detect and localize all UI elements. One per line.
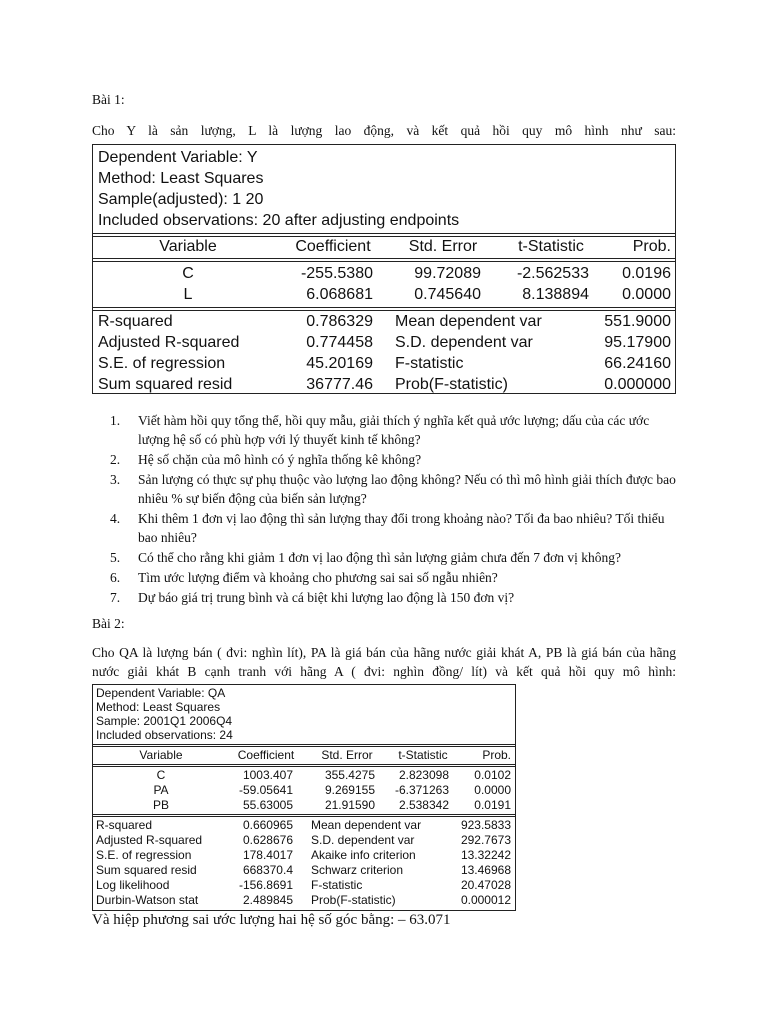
table2-divider <box>93 814 515 817</box>
cell-std-error: 0.745640 <box>414 286 481 303</box>
table-row <box>93 284 675 305</box>
stat-value: 2.489845 <box>242 893 293 907</box>
stat-label: Prob(F-statistic) <box>395 376 508 393</box>
stat-label: Adjusted R-squared <box>98 334 240 351</box>
stat-value: 0.628676 <box>242 833 293 847</box>
table-row <box>93 848 515 863</box>
table-row <box>93 374 675 395</box>
table-row <box>93 353 675 374</box>
covariance-note: Và hiệp phương sai ước lượng hai hệ số góc bằng: – 63.071 <box>92 912 451 928</box>
regression-table-1 <box>92 144 676 394</box>
stat-value: 923.5833 <box>460 818 511 832</box>
cell-t-statistic: -6.371263 <box>394 783 449 797</box>
table-row <box>93 818 515 833</box>
col-prob: Prob. <box>482 748 511 762</box>
stat-value: 0.000000 <box>604 376 671 393</box>
cell-t-statistic: 8.138894 <box>522 286 589 303</box>
list-item: 2. Hệ số chặn của mô hình có ý nghĩa thống kê không? <box>110 452 422 467</box>
question-text: Hệ số chặn của mô hình có ý nghĩa thống kê không? <box>138 452 422 467</box>
stat-label: R-squared <box>96 818 153 832</box>
cell-variable: PA <box>153 783 169 797</box>
bai2-intro-line1: Cho QA là lượng bán ( đvi: nghìn lít), PA là giá bán của hãng nước giải khát A, PB là giá bán của hãng <box>92 645 676 660</box>
stat-label: F-statistic <box>395 355 464 372</box>
stat-value: 36777.46 <box>306 376 373 393</box>
cell-coefficient: -59.05641 <box>238 783 293 797</box>
cell-prob: 0.0102 <box>474 768 511 782</box>
table-row <box>93 863 515 878</box>
question-text: Khi thêm 1 đơn vị lao động thì sản lượng thay đổi trong khoảng nào? Tối đa bao nhiêu? Tối thiểu bao nhiêu? <box>138 511 665 545</box>
cell-std-error: 21.91590 <box>324 798 375 812</box>
cell-coefficient: 1003.407 <box>242 768 293 782</box>
cell-variable: PB <box>152 798 169 812</box>
question-text: Tìm ước lượng điểm và khoảng cho phương sai sai số ngẫu nhiên? <box>138 570 498 585</box>
col-prob: Prob. <box>632 238 671 255</box>
list-item: 5. Có thể cho rằng khi giảm 1 đơn vị lao động thì sản lượng giảm chưa đến 7 đơn vị không? <box>110 550 621 565</box>
stat-label: Prob(F-statistic) <box>311 893 396 907</box>
col-variable: Variable <box>139 748 183 762</box>
table2-header-line: Dependent Variable: QA <box>96 686 226 700</box>
bai2-intro-line2: nước giải khát B cạnh tranh với hãng A ( đvi: nghìn đồng/ lít) và kết quả hồi quy mô hình: <box>92 664 676 679</box>
col-std-error: Std. Error <box>408 238 478 255</box>
table1-column-headers <box>93 236 675 257</box>
table2-column-headers <box>93 748 515 763</box>
stat-value: 0.660965 <box>242 818 293 832</box>
cell-prob: 0.0191 <box>474 798 511 812</box>
question-text: Có thể cho rằng khi giảm 1 đơn vị lao động thì sản lượng giảm chưa đến 7 đơn vị không? <box>138 550 621 565</box>
col-std-error: Std. Error <box>321 748 373 762</box>
cell-t-statistic: 2.538342 <box>398 798 449 812</box>
stat-value: 668370.4 <box>242 863 293 877</box>
stat-value: 292.7673 <box>460 833 511 847</box>
cell-coefficient: 6.068681 <box>306 286 373 303</box>
stat-value: 551.9000 <box>604 313 671 330</box>
question-text: Viết hàm hồi quy tổng thể, hồi quy mẫu, giải thích ý nghĩa kết quả ước lượng; dấu của các ước lượng hệ số có phù hợp với lý thuyết kinh tế không? <box>138 413 650 447</box>
bai1-title: Bài 1: <box>92 92 125 107</box>
stat-value: 178.4017 <box>242 848 293 862</box>
stat-label: Sum squared resid <box>96 863 197 877</box>
stat-label: R-squared <box>98 313 173 330</box>
stat-value: 0.786329 <box>306 313 373 330</box>
table-row <box>93 783 515 798</box>
cell-variable: C <box>156 768 166 782</box>
cell-t-statistic: -2.562533 <box>516 265 589 282</box>
stat-value: 13.46968 <box>460 863 511 877</box>
table2-divider <box>93 764 515 767</box>
cell-coefficient: 55.63005 <box>242 798 293 812</box>
cell-std-error: 99.72089 <box>414 265 481 282</box>
table2-header-line: Method: Least Squares <box>96 700 221 714</box>
stat-label: S.E. of regression <box>98 355 226 372</box>
table-row <box>93 833 515 848</box>
stat-label: S.E. of regression <box>96 848 192 862</box>
stat-label: Sum squared resid <box>98 376 233 393</box>
table-row <box>93 263 675 284</box>
list-item: 7. Dự báo giá trị trung bình và cá biệt khi lượng lao động là 150 đơn vị? <box>110 590 515 605</box>
table-row <box>93 311 675 332</box>
cell-std-error: 9.269155 <box>324 783 375 797</box>
stat-value: -156.8691 <box>238 878 293 892</box>
cell-t-statistic: 2.823098 <box>398 768 449 782</box>
col-variable: Variable <box>159 238 217 255</box>
stat-label: Schwarz criterion <box>311 863 404 877</box>
table2-header-line: Sample: 2001Q1 2006Q4 <box>96 714 233 728</box>
stat-value: 0.774458 <box>306 334 373 351</box>
col-coefficient: Coefficient <box>237 748 295 762</box>
bai1-questions <box>110 411 678 608</box>
list-item: 3. Sản lượng có thực sự phụ thuộc vào lượng lao động không? Nếu có thì mô hình giải thích được bao nhiêu % sự biến động của biến sản lượng? <box>110 472 676 506</box>
list-item: 1. Viết hàm hồi quy tổng thể, hồi quy mẫu, giải thích ý nghĩa kết quả ước lượng; dấu của các ước lượng hệ số có phù hợp với lý thuyết kinh tế không? <box>110 413 650 447</box>
table1-header-line: Method: Least Squares <box>98 170 264 187</box>
table-row <box>93 878 515 893</box>
cell-prob: 0.0000 <box>474 783 511 797</box>
question-text: Dự báo giá trị trung bình và cá biệt khi lượng lao động là 150 đơn vị? <box>138 590 515 605</box>
table-row <box>93 798 515 813</box>
cell-variable: C <box>182 265 194 282</box>
col-t-statistic: t-Statistic <box>398 748 448 762</box>
regression-table-2 <box>92 684 516 911</box>
bai1-intro: Cho Y là sản lượng, L là lượng lao động, và kết quả hồi quy mô hình như sau: <box>92 123 676 138</box>
stat-label: Akaike info criterion <box>311 848 416 862</box>
stat-label: S.D. dependent var <box>395 334 533 351</box>
stat-label: F-statistic <box>311 878 363 892</box>
list-item: 6. Tìm ước lượng điểm và khoảng cho phương sai sai số ngẫu nhiên? <box>110 570 498 585</box>
stat-label: Mean dependent var <box>395 313 542 330</box>
table-row <box>93 893 515 908</box>
stat-label: S.D. dependent var <box>311 833 415 847</box>
stat-value: 13.32242 <box>460 848 511 862</box>
stat-label: Mean dependent var <box>311 818 422 832</box>
table2-divider <box>93 744 515 747</box>
stat-value: 66.24160 <box>604 355 671 372</box>
table1-divider <box>93 258 675 262</box>
cell-prob: 0.0196 <box>622 265 671 282</box>
stat-label: Durbin-Watson stat <box>96 893 199 907</box>
table1-header-line: Included observations: 20 after adjusting endpoints <box>98 212 460 229</box>
col-coefficient: Coefficient <box>295 238 371 255</box>
stat-value: 95.17900 <box>604 334 671 351</box>
stat-value: 0.000012 <box>460 893 511 907</box>
cell-coefficient: -255.5380 <box>300 265 373 282</box>
table2-header-line: Included observations: 24 <box>96 728 233 742</box>
table-row <box>93 332 675 353</box>
stat-value: 20.47028 <box>460 878 511 892</box>
stat-value: 45.20169 <box>306 355 373 372</box>
question-text: Sản lượng có thực sự phụ thuộc vào lượng lao động không? Nếu có thì mô hình giải thích được bao nhiêu % sự biến động của biến sản lượng? <box>138 472 676 506</box>
stat-label: Adjusted R-squared <box>96 833 203 847</box>
col-t-statistic: t-Statistic <box>518 238 584 255</box>
cell-variable: L <box>183 286 193 303</box>
stat-label: Log likelihood <box>96 878 170 892</box>
cell-prob: 0.0000 <box>622 286 671 303</box>
table1-header-line: Sample(adjusted): 1 20 <box>98 191 264 208</box>
list-item: 4. Khi thêm 1 đơn vị lao động thì sản lượng thay đổi trong khoảng nào? Tối đa bao nhiêu? Tối thiểu bao nhiêu? <box>110 511 665 545</box>
cell-std-error: 355.4275 <box>324 768 375 782</box>
bai2-title: Bài 2: <box>92 616 125 631</box>
table-row <box>93 768 515 783</box>
table1-header-line: Dependent Variable: Y <box>98 149 258 166</box>
